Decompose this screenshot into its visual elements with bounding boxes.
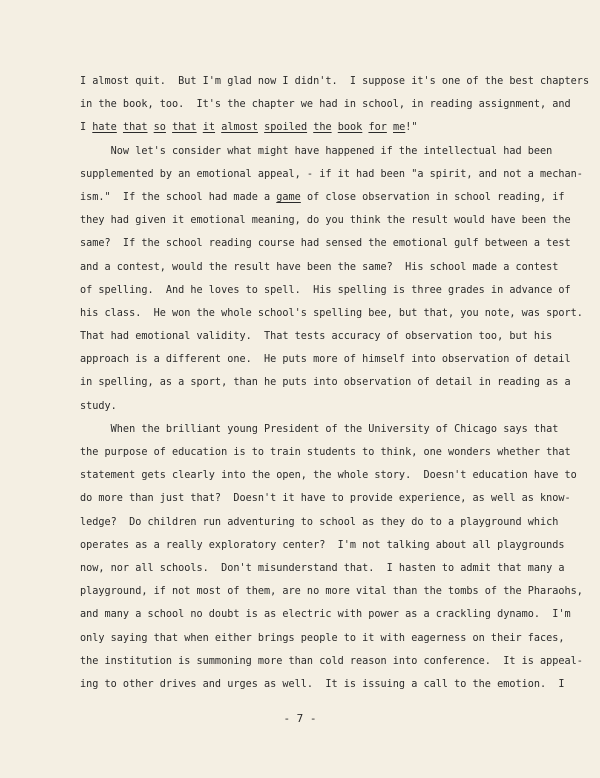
text-line xyxy=(80,348,571,371)
underlined-text: book xyxy=(337,122,363,134)
text-line xyxy=(80,163,583,186)
underlined-text: almost xyxy=(221,122,258,134)
text-segment: of close observation in school reading, if xyxy=(300,191,565,203)
underlined-text: the xyxy=(313,122,332,134)
text-line xyxy=(80,116,542,139)
underlined-text: so xyxy=(153,122,166,134)
text-segment: in spelling, as a sport, than he puts into observation of detail in reading as a xyxy=(80,377,571,389)
text-segment: the purpose of education is to train students to think, one wonders whether that xyxy=(80,447,571,458)
text-segment: ism." If the school had made a xyxy=(80,191,277,203)
text-segment: only saying that when either brings people to it with eagerness on their faces, xyxy=(80,632,565,644)
text-line xyxy=(80,441,571,464)
text-segment: in the book, too. It's the chapter we had in school, in reading assignment, and xyxy=(80,99,571,111)
text-segment: his class. He won the whole school's spelling bee, but that, you note, was sport. xyxy=(80,307,583,319)
text-line xyxy=(80,209,571,232)
text-line xyxy=(80,603,571,626)
text-line xyxy=(80,487,571,510)
page-number: - 7 - xyxy=(283,712,317,725)
text-segment: I almost quit. But I'm glad now I didn't. I suppose it's one of the best chapters xyxy=(80,76,590,87)
underlined-text: for xyxy=(368,122,387,134)
underlined-text: it xyxy=(202,122,216,134)
text-segment: they had given it emotional meaning, do you think the result would have been the xyxy=(80,215,571,227)
text-line xyxy=(80,256,559,279)
text-segment: same? If the school reading course had sensed the emotional gulf between a test xyxy=(80,238,571,250)
text-line xyxy=(80,627,565,650)
text-segment: supplemented by an emotional appeal, - if it had been "a spirit, and not a mechan- xyxy=(80,168,583,180)
text-segment: approach is a different one. He puts more of himself into observation of detail xyxy=(80,354,571,366)
text-segment: of spelling. And he loves to spell. His spelling is three grades in advance of xyxy=(80,284,571,296)
text-segment: do more than just that? Doesn't it have to provide experience, as well as know- xyxy=(80,493,571,505)
text-segment: !" xyxy=(405,122,418,134)
text-segment: and a contest, would the result have been the same? His school made a contest xyxy=(80,261,559,273)
underlined-text: game xyxy=(276,191,301,203)
text-segment: the institution is summoning more than cold reason into conference. It is appeal- xyxy=(80,655,583,667)
body-text xyxy=(80,70,590,696)
underlined-text: that xyxy=(122,122,148,134)
text-line xyxy=(80,70,590,93)
text-line xyxy=(80,395,542,418)
text-segment: study. xyxy=(80,400,117,412)
text-line xyxy=(80,464,577,487)
text-segment: now, nor all schools. Don't misunderstand that. I hasten to admit that many a xyxy=(80,562,565,574)
text-line xyxy=(80,93,571,116)
text-segment: ledge? Do children run adventuring to school as they do to a playground which xyxy=(80,516,559,528)
text-segment: operates as a really exploratory center? I'm not talking about all playgrounds xyxy=(80,539,565,551)
underlined-text: hate xyxy=(92,122,117,134)
text-segment: When the brilliant young President of the University of Chicago says that xyxy=(80,423,559,435)
underlined-text: me xyxy=(393,122,406,134)
text-line xyxy=(80,325,553,348)
text-line xyxy=(80,673,565,696)
underlined-text: that xyxy=(172,122,197,134)
text-segment: ing to other drives and urges as well. It is issuing a call to the emotion. I xyxy=(80,678,565,690)
text-line xyxy=(80,650,583,673)
text-line xyxy=(80,418,559,441)
text-line xyxy=(80,302,583,325)
text-segment: and many a school no doubt is as electric with power as a crackling dynamo. I'm xyxy=(80,609,571,621)
text-line xyxy=(80,557,565,580)
text-line xyxy=(80,140,553,163)
text-line xyxy=(80,511,559,534)
text-line xyxy=(80,580,583,603)
text-line xyxy=(80,232,571,255)
text-line xyxy=(80,534,565,557)
text-line xyxy=(80,371,571,394)
underlined-text: spoiled xyxy=(264,122,308,134)
text-line xyxy=(80,279,571,302)
text-segment: That had emotional validity. That tests accuracy of observation too, but his xyxy=(80,331,553,343)
text-line xyxy=(80,186,565,209)
text-segment: playground, if not most of them, are no more vital than the tombs of the Pharaohs, xyxy=(80,586,583,598)
text-segment: statement gets clearly into the open, the whole story. Doesn't education have to xyxy=(80,470,577,482)
text-segment: Now let's consider what might have happened if the intellectual had been xyxy=(80,145,553,157)
text-segment: I xyxy=(80,122,93,134)
